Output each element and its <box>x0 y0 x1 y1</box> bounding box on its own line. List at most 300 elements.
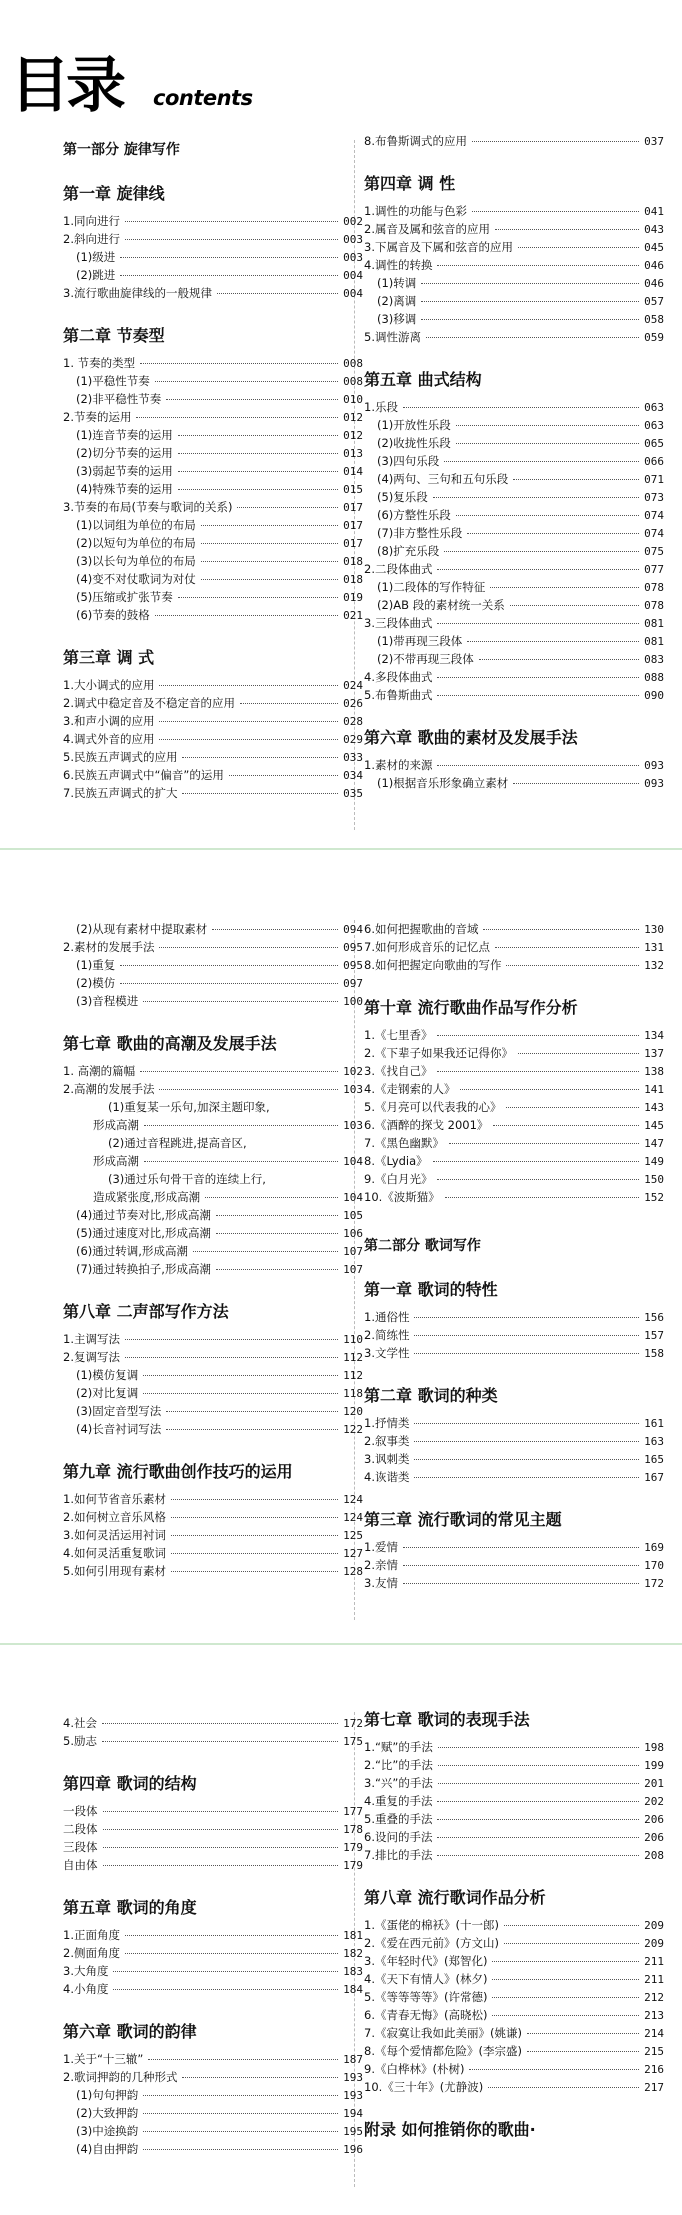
toc-entry[interactable] <box>63 1224 363 1242</box>
toc-entry-text: 4.《天下有情人》(林夕) <box>364 1972 488 1986</box>
toc-entry[interactable] <box>364 2024 664 2042</box>
toc-entry-text: 1.素材的来源 <box>364 758 433 772</box>
toc-entry[interactable] <box>364 1538 664 1556</box>
dot-leader <box>479 659 639 660</box>
toc-entry-page: 195 <box>343 2125 363 2138</box>
dot-leader <box>216 1233 338 1234</box>
toc-entry-text: (2)从现有素材中提取素材 <box>76 922 208 936</box>
toc-entry-text: 6.如何把握歌曲的音域 <box>364 922 479 936</box>
toc-entry-page: 046 <box>644 259 664 272</box>
toc-entry-page: 028 <box>343 715 363 728</box>
toc-entry[interactable] <box>364 1810 664 1828</box>
dot-leader <box>102 1723 338 1724</box>
dot-leader <box>414 1459 639 1460</box>
toc-entry-text: 1.《七里香》 <box>364 1028 433 1042</box>
dot-leader <box>472 141 639 142</box>
toc-entry[interactable] <box>364 1026 664 1044</box>
toc-entry[interactable] <box>364 220 664 238</box>
toc-entry-page: 131 <box>644 941 664 954</box>
dot-leader <box>467 641 639 642</box>
toc-entry-text: 9.《白月光》 <box>364 1172 433 1186</box>
toc-entry[interactable] <box>63 1856 363 1874</box>
chapter-heading: 第六章 歌曲的素材及发展手法 <box>364 728 578 747</box>
dot-leader <box>403 407 639 408</box>
toc-entry-page: 196 <box>343 2143 363 2156</box>
dot-leader <box>421 301 639 302</box>
dot-leader <box>212 929 338 930</box>
toc-entry-page: 088 <box>644 671 664 684</box>
toc-entry[interactable] <box>63 2050 363 2068</box>
toc-entry[interactable] <box>63 712 363 730</box>
toc-entry-text: 7.排比的手法 <box>364 1848 433 1862</box>
toc-entry-text: (1)根据音乐形象确立素材 <box>377 776 509 790</box>
toc-entry[interactable] <box>364 1574 664 1592</box>
toc-entry-text: 4.多段体曲式 <box>364 670 433 684</box>
toc-entry[interactable] <box>63 974 363 992</box>
toc-entry[interactable] <box>63 1206 363 1224</box>
toc-entry-page: 095 <box>343 959 363 972</box>
toc-entry[interactable] <box>364 956 664 974</box>
toc-entry-page: 004 <box>343 287 363 300</box>
toc-entry-text: 2.调式中稳定音及不稳定音的应用 <box>63 696 235 710</box>
toc-entry[interactable] <box>63 1526 363 1544</box>
chapter-heading: 第二章 歌词的种类 <box>364 1386 498 1405</box>
toc-entry[interactable] <box>364 1170 664 1188</box>
dot-leader <box>438 1783 639 1784</box>
toc-entry-text: 1.通俗性 <box>364 1310 410 1324</box>
toc-entry[interactable] <box>364 256 664 274</box>
toc-entry-page: 177 <box>343 1805 363 1818</box>
toc-entry[interactable] <box>63 956 363 974</box>
dot-leader <box>178 453 338 454</box>
toc-column-left <box>63 130 363 802</box>
toc-entry[interactable] <box>364 1116 664 1134</box>
dot-leader <box>125 1953 338 1954</box>
toc-entry[interactable] <box>63 230 363 248</box>
dot-leader <box>483 929 639 930</box>
toc-entry[interactable] <box>63 1820 363 1838</box>
toc-entry[interactable] <box>63 1402 363 1420</box>
toc-entry[interactable] <box>63 248 363 266</box>
dot-leader <box>437 1071 639 1072</box>
toc-entry[interactable] <box>364 1988 664 2006</box>
toc-entry[interactable] <box>63 354 363 372</box>
toc-entry-text: (4)通过节奏对比,形成高潮 <box>76 1208 211 1222</box>
toc-entry[interactable] <box>63 516 363 534</box>
toc-entry[interactable] <box>63 212 363 230</box>
toc-entry-text: 形成高潮 <box>93 1154 139 1168</box>
toc-entry[interactable] <box>63 1116 363 1134</box>
toc-entry-text: (4)特殊节奏的运用 <box>76 482 173 496</box>
toc-entry[interactable] <box>364 524 664 542</box>
toc-entry[interactable] <box>63 1188 363 1206</box>
dot-leader <box>495 229 639 230</box>
toc-entry[interactable] <box>63 1944 363 1962</box>
toc-entry-page: 125 <box>343 1529 363 1542</box>
toc-entry[interactable] <box>364 1828 664 1846</box>
dot-leader <box>506 1107 639 1108</box>
toc-entry-page: 161 <box>644 1417 664 1430</box>
toc-entry[interactable] <box>364 1468 664 1486</box>
toc-entry[interactable] <box>364 2078 664 2096</box>
toc-entry-text: 5.《月亮可以代表我的心》 <box>364 1100 502 1114</box>
toc-entry[interactable] <box>63 920 363 938</box>
dot-leader <box>518 247 639 248</box>
toc-entry-page: 215 <box>644 2045 664 2058</box>
toc-entry[interactable] <box>63 1242 363 1260</box>
toc-entry-text: 二段体 <box>63 1822 98 1836</box>
dot-leader <box>513 479 639 480</box>
dot-leader <box>433 1161 639 1162</box>
toc-entry-page: 169 <box>644 1541 664 1554</box>
dot-leader <box>103 1847 339 1848</box>
toc-entry[interactable] <box>63 266 363 284</box>
toc-entry[interactable] <box>63 444 363 462</box>
toc-entry-page: 033 <box>343 751 363 764</box>
toc-entry[interactable] <box>364 1152 664 1170</box>
dot-leader <box>140 363 338 364</box>
toc-entry-text: (1)连音节奏的运用 <box>76 428 173 442</box>
dot-leader <box>125 1357 338 1358</box>
dot-leader <box>155 615 338 616</box>
dot-leader <box>178 597 338 598</box>
toc-entry[interactable] <box>364 632 664 650</box>
toc-entry-page: 078 <box>644 581 664 594</box>
toc-entry[interactable] <box>63 552 363 570</box>
toc-entry-text: 7.民族五声调式的扩大 <box>63 786 178 800</box>
toc-entry[interactable] <box>63 1980 363 1998</box>
toc-entry[interactable] <box>63 1152 363 1170</box>
toc-entry[interactable] <box>63 480 363 498</box>
toc-entry-text: 8.《Lydia》 <box>364 1154 428 1168</box>
toc-entry[interactable] <box>364 310 664 328</box>
toc-entry-page: 004 <box>343 269 363 282</box>
toc-entry[interactable] <box>63 408 363 426</box>
toc-entry[interactable] <box>63 2140 363 2158</box>
toc-entry-text: (3)固定音型写法 <box>76 1404 162 1418</box>
toc-entry[interactable] <box>63 372 363 390</box>
dot-leader <box>414 1477 639 1478</box>
toc-entry-text: (4)两句、三句和五句乐段 <box>377 472 509 486</box>
dot-leader <box>456 515 639 516</box>
toc-entry[interactable] <box>364 1344 664 1362</box>
toc-entry[interactable] <box>364 542 664 560</box>
toc-entry[interactable] <box>63 284 363 302</box>
toc-entry[interactable] <box>364 650 664 668</box>
toc-entry-page: 012 <box>343 429 363 442</box>
toc-entry[interactable] <box>364 1326 664 1344</box>
toc-entry[interactable] <box>63 730 363 748</box>
toc-entry-page: 103 <box>343 1083 363 1096</box>
toc-entry-text: 3.下属音及下属和弦音的应用 <box>364 240 513 254</box>
toc-entry-text: (1)重复某一乐句,加深主题印象, <box>108 1100 270 1114</box>
toc-entry[interactable] <box>63 992 363 1010</box>
toc-entry-text: (7)非方整性乐段 <box>377 526 463 540</box>
toc-entry[interactable] <box>364 1062 664 1080</box>
toc-entry-page: 150 <box>644 1173 664 1186</box>
dot-leader <box>518 1053 639 1054</box>
toc-entry-text: (7)通过转换拍子,形成高潮 <box>76 1262 211 1276</box>
toc-entry[interactable] <box>63 606 363 624</box>
toc-entry[interactable] <box>364 1308 664 1326</box>
toc-entry-text: 4.诙谐类 <box>364 1470 410 1484</box>
toc-entry-page: 209 <box>644 1919 664 1932</box>
toc-entry[interactable] <box>63 1348 363 1366</box>
toc-entry-text: (2)不带再现三段体 <box>377 652 474 666</box>
toc-entry-page: 137 <box>644 1047 664 1060</box>
toc-entry[interactable] <box>364 596 664 614</box>
dot-leader <box>120 983 338 984</box>
toc-entry[interactable] <box>63 938 363 956</box>
chapter-heading: 第七章 歌词的表现手法 <box>364 1710 530 1729</box>
toc-entry-page: 143 <box>644 1101 664 1114</box>
toc-entry[interactable] <box>63 766 363 784</box>
toc-entry-text: 10.《三十年》(尤静波) <box>364 2080 484 2094</box>
toc-entry-text: 1. 高潮的篇幅 <box>63 1064 136 1078</box>
toc-entry[interactable] <box>63 2086 363 2104</box>
toc-entry-text: 1.调性的功能与色彩 <box>364 204 467 218</box>
toc-entry[interactable] <box>364 614 664 632</box>
toc-entry[interactable] <box>364 398 664 416</box>
toc-entry-text: 4.重复的手法 <box>364 1794 433 1808</box>
toc-entry[interactable] <box>364 938 664 956</box>
toc-entry[interactable] <box>63 676 363 694</box>
toc-entry[interactable] <box>364 1134 664 1152</box>
toc-column-left <box>63 1714 363 2158</box>
toc-entry[interactable] <box>364 274 664 292</box>
toc-entry[interactable] <box>63 1732 363 1750</box>
dot-leader <box>182 757 338 758</box>
toc-entry[interactable] <box>364 416 664 434</box>
toc-entry-page: 193 <box>343 2089 363 2102</box>
toc-entry[interactable] <box>364 1738 664 1756</box>
toc-entry-page: 103 <box>343 1119 363 1132</box>
dot-leader <box>166 1411 338 1412</box>
chapter-heading: 第十章 流行歌曲作品写作分析 <box>364 998 578 1017</box>
toc-entry[interactable] <box>63 2122 363 2140</box>
toc-entry[interactable] <box>63 1080 363 1098</box>
toc-entry[interactable] <box>364 202 664 220</box>
toc-entry-page: 100 <box>343 995 363 1008</box>
toc-entry[interactable] <box>63 588 363 606</box>
toc-entry[interactable] <box>63 462 363 480</box>
toc-entry[interactable] <box>63 534 363 552</box>
dot-leader <box>414 1317 639 1318</box>
toc-entry-page: 198 <box>644 1741 664 1754</box>
toc-entry[interactable] <box>63 1926 363 1944</box>
toc-entry-page: 127 <box>343 1547 363 1560</box>
toc-entry-page: 124 <box>343 1493 363 1506</box>
toc-entry[interactable] <box>364 470 664 488</box>
toc-entry-page: 183 <box>343 1965 363 1978</box>
toc-entry[interactable] <box>364 1846 664 1864</box>
toc-entry[interactable] <box>364 1756 664 1774</box>
toc-entry-page: 073 <box>644 491 664 504</box>
toc-entry-text: 1. 节奏的类型 <box>63 356 136 370</box>
toc-entry[interactable] <box>364 2042 664 2060</box>
toc-entry[interactable] <box>63 426 363 444</box>
toc-entry[interactable] <box>364 1774 664 1792</box>
toc-entry[interactable] <box>63 1562 363 1580</box>
dot-leader <box>166 399 338 400</box>
toc-entry-page: 179 <box>343 1841 363 1854</box>
toc-entry[interactable] <box>364 238 664 256</box>
dot-leader <box>229 775 338 776</box>
toc-entry[interactable] <box>364 756 664 774</box>
toc-entry-page: 104 <box>343 1155 363 1168</box>
dot-leader <box>178 435 338 436</box>
dot-leader <box>437 265 639 266</box>
toc-entry-page: 018 <box>343 555 363 568</box>
toc-entry[interactable] <box>364 1556 664 1574</box>
toc-entry-page: 012 <box>343 411 363 424</box>
toc-entry[interactable] <box>63 1838 363 1856</box>
toc-entry-text: 3.如何灵活运用衬词 <box>63 1528 166 1542</box>
toc-entry-text: 3.文学性 <box>364 1346 410 1360</box>
toc-entry[interactable] <box>63 1508 363 1526</box>
dot-leader <box>527 2033 639 2034</box>
toc-entry-text: 6.民族五声调式中“偏音”的运用 <box>63 768 224 782</box>
toc-entry[interactable] <box>63 1366 363 1384</box>
dot-leader <box>125 1339 338 1340</box>
toc-entry-page: 145 <box>644 1119 664 1132</box>
toc-entry-page: 058 <box>644 313 664 326</box>
dot-leader <box>159 685 338 686</box>
toc-entry-page: 118 <box>343 1387 363 1400</box>
toc-entry-text: 4.如何灵活重复歌词 <box>63 1546 166 1560</box>
toc-entry-page: 170 <box>644 1559 664 1572</box>
toc-entry[interactable] <box>364 452 664 470</box>
toc-entry[interactable] <box>364 1044 664 1062</box>
toc-entry-page: 002 <box>343 215 363 228</box>
toc-entry[interactable] <box>63 390 363 408</box>
toc-entry[interactable] <box>63 748 363 766</box>
toc-entry[interactable] <box>364 1970 664 1988</box>
toc-entry[interactable] <box>364 434 664 452</box>
toc-entry[interactable] <box>63 1260 363 1278</box>
toc-entry[interactable] <box>63 1544 363 1562</box>
toc-entry[interactable] <box>364 1934 664 1952</box>
toc-entry[interactable] <box>364 668 664 686</box>
toc-entry-text: 2.属音及属和弦音的应用 <box>364 222 490 236</box>
toc-entry[interactable] <box>63 694 363 712</box>
toc-entry[interactable] <box>364 774 664 792</box>
chapter-heading: 第八章 二声部写作方法 <box>63 1302 229 1321</box>
dot-leader <box>504 1925 639 1926</box>
toc-entry-page: 077 <box>644 563 664 576</box>
toc-entry-page: 172 <box>644 1577 664 1590</box>
toc-entry[interactable] <box>63 1802 363 1820</box>
toc-entry-text: 6.设问的手法 <box>364 1830 433 1844</box>
toc-entry-text: 1.如何节省音乐素材 <box>63 1492 166 1506</box>
dot-leader <box>144 1161 338 1162</box>
dot-leader <box>182 2077 338 2078</box>
toc-entry-page: 201 <box>644 1777 664 1790</box>
toc-entry-text: (3)四句乐段 <box>377 454 440 468</box>
toc-entry[interactable] <box>364 686 664 704</box>
toc-entry[interactable] <box>63 570 363 588</box>
toc-entry[interactable] <box>364 1450 664 1468</box>
toc-entry-page: 122 <box>343 1423 363 1436</box>
dot-leader <box>144 1125 338 1126</box>
toc-entry-text: (3)移调 <box>377 312 417 326</box>
toc-entry-page: 157 <box>644 1329 664 1342</box>
toc-entry[interactable] <box>63 1962 363 1980</box>
toc-entry-text: 2.高潮的发展手法 <box>63 1082 155 1096</box>
toc-entry[interactable] <box>364 578 664 596</box>
toc-entry-page: 106 <box>343 1227 363 1240</box>
toc-entry[interactable] <box>364 1916 664 1934</box>
toc-entry-text: 3.和声小调的应用 <box>63 714 155 728</box>
toc-entry-page: 206 <box>644 1813 664 1826</box>
dot-leader <box>527 2051 639 2052</box>
toc-entry-page: 182 <box>343 1947 363 1960</box>
toc-entry[interactable] <box>63 1420 363 1438</box>
toc-entry[interactable] <box>63 784 363 802</box>
toc-entry[interactable] <box>63 1330 363 1348</box>
toc-entry[interactable] <box>63 2068 363 2086</box>
toc-entry-text: (2)大致押韵 <box>76 2106 139 2120</box>
toc-entry[interactable] <box>364 1188 664 1206</box>
toc-entry[interactable] <box>364 1792 664 1810</box>
toc-entry[interactable] <box>364 2006 664 2024</box>
toc-entry-page: 081 <box>644 635 664 648</box>
toc-entry[interactable] <box>364 292 664 310</box>
toc-entry-text: (2)通过音程跳进,提高音区, <box>108 1136 247 1150</box>
dot-leader <box>403 1565 639 1566</box>
toc-entry[interactable] <box>63 2104 363 2122</box>
toc-entry[interactable] <box>63 1490 363 1508</box>
toc-entry[interactable] <box>364 1098 664 1116</box>
toc-entry[interactable] <box>63 1714 363 1732</box>
toc-entry[interactable] <box>364 2060 664 2078</box>
toc-entry-text: 3.节奏的布局(节奏与歌词的关系) <box>63 500 233 514</box>
dot-leader <box>495 947 639 948</box>
toc-entry[interactable] <box>364 1432 664 1450</box>
toc-entry[interactable] <box>63 1384 363 1402</box>
toc-entry-page: 019 <box>343 591 363 604</box>
toc-entry[interactable] <box>364 1080 664 1098</box>
toc-entry[interactable] <box>63 1062 363 1080</box>
toc-entry[interactable] <box>63 498 363 516</box>
toc-entry-page: 015 <box>343 483 363 496</box>
toc-entry[interactable] <box>364 1414 664 1432</box>
toc-entry-page: 066 <box>644 455 664 468</box>
toc-entry[interactable] <box>364 328 664 346</box>
dot-leader <box>171 1499 338 1500</box>
dot-leader <box>421 283 639 284</box>
toc-entry[interactable] <box>364 488 664 506</box>
toc-title-en: contents <box>153 86 253 110</box>
toc-entry-page: 034 <box>343 769 363 782</box>
toc-entry-text: (2)对比复调 <box>76 1386 139 1400</box>
toc-entry[interactable] <box>364 132 664 150</box>
toc-entry-text: 6.《青春无悔》(高晓松) <box>364 2008 488 2022</box>
toc-entry[interactable] <box>364 506 664 524</box>
toc-entry-text: 10.《波斯猫》 <box>364 1190 440 1204</box>
chapter-heading: 第三章 调 式 <box>63 648 155 667</box>
toc-entry-page: 112 <box>343 1369 363 1382</box>
toc-entry-text: 7.如何形成音乐的记忆点 <box>364 940 490 954</box>
toc-entry[interactable] <box>364 920 664 938</box>
dot-leader <box>510 605 639 606</box>
toc-entry-page: 179 <box>343 1859 363 1872</box>
toc-entry-text: 5.调性游离 <box>364 330 421 344</box>
dot-leader <box>125 221 338 222</box>
toc-entry[interactable] <box>364 560 664 578</box>
toc-entry[interactable] <box>364 1952 664 1970</box>
toc-entry-text: (4)变不对仗歌词为对仗 <box>76 572 196 586</box>
